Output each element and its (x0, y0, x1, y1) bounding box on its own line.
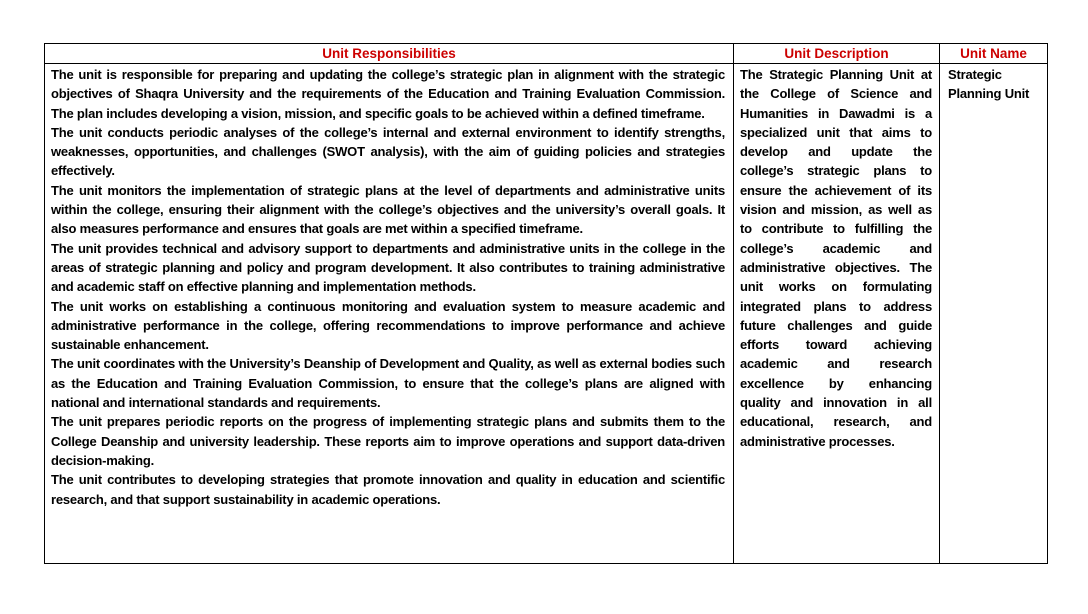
cell-unit-responsibilities (45, 64, 734, 564)
unit-table (44, 43, 1048, 564)
responsibility-paragraph-2: The unit conducts periodic analyses of the college’s internal and external environment to identify strengths, weaknesses, opportunities, and challenges (SWOT analysis), with the aim of guiding policies and strategies effectively. (51, 124, 725, 179)
responsibility-paragraph-5: The unit works on establishing a continuous monitoring and evaluation system to measure academic and administrative performance in the college, offering recommendations to improve performance and achieve sustainable enhancement. (51, 298, 725, 353)
cell-unit-description: The Strategic Planning Unit at the College of Science and Humanities in Dawadmi is a specialized unit that aims to develop and update the college’s strategic plans to ensure the achievement of its vision and mission, as well as to contribute to fulfilling the college’s academic and administrative objectives. The unit works on formulating integrated plans to address future challenges and guide efforts toward achieving academic and research excellence by enhancing quality and innovation in all educational, research, and administrative processes. (734, 64, 940, 564)
cell-unit-name: Strategic Planning Unit (940, 64, 1048, 564)
responsibility-paragraph-3: The unit monitors the implementation of strategic plans at the level of departments and administrative units within the college, ensuring their alignment with the college’s objectives and the university’s overall goals. It also measures performance and ensures that goals are met within a specified timeframe. (51, 182, 725, 237)
responsibility-paragraph-6: The unit coordinates with the University’s Deanship of Development and Quality, as well as external bodies such as the Education and Training Evaluation Commission, to ensure that the college’s plans are aligned with national and international standards and requirements. (51, 356, 725, 411)
header-unit-responsibilities: Unit Responsibilities (45, 44, 734, 64)
header-row (45, 44, 1048, 64)
responsibility-paragraph-1: The unit is responsible for preparing and updating the college’s strategic plan in alignment with the strategic objectives of Shaqra University and the requirements of the Education and Training Evaluation Commission. The plan includes developing a vision, mission, and specific goals to be achieved within a defined timeframe. (51, 67, 725, 121)
header-unit-description: Unit Description (734, 44, 940, 64)
table-row (45, 64, 1048, 564)
responsibility-paragraph-8: The unit contributes to developing strategies that promote innovation and quality in education and scientific research, and that support sustainability in academic operations. (51, 472, 725, 507)
responsibility-paragraph-7: The unit prepares periodic reports on the progress of implementing strategic plans and submits them to the College Deanship and university leadership. These reports aim to improve operations and support data-driven decision-making. (51, 414, 725, 468)
header-unit-name: Unit Name (940, 44, 1048, 64)
responsibility-paragraph-4: The unit provides technical and advisory support to departments and administrative units in the college in the areas of strategic planning and policy and program development. It also contributes to training administrative and academic staff on effective planning and implementation methods. (51, 240, 725, 295)
